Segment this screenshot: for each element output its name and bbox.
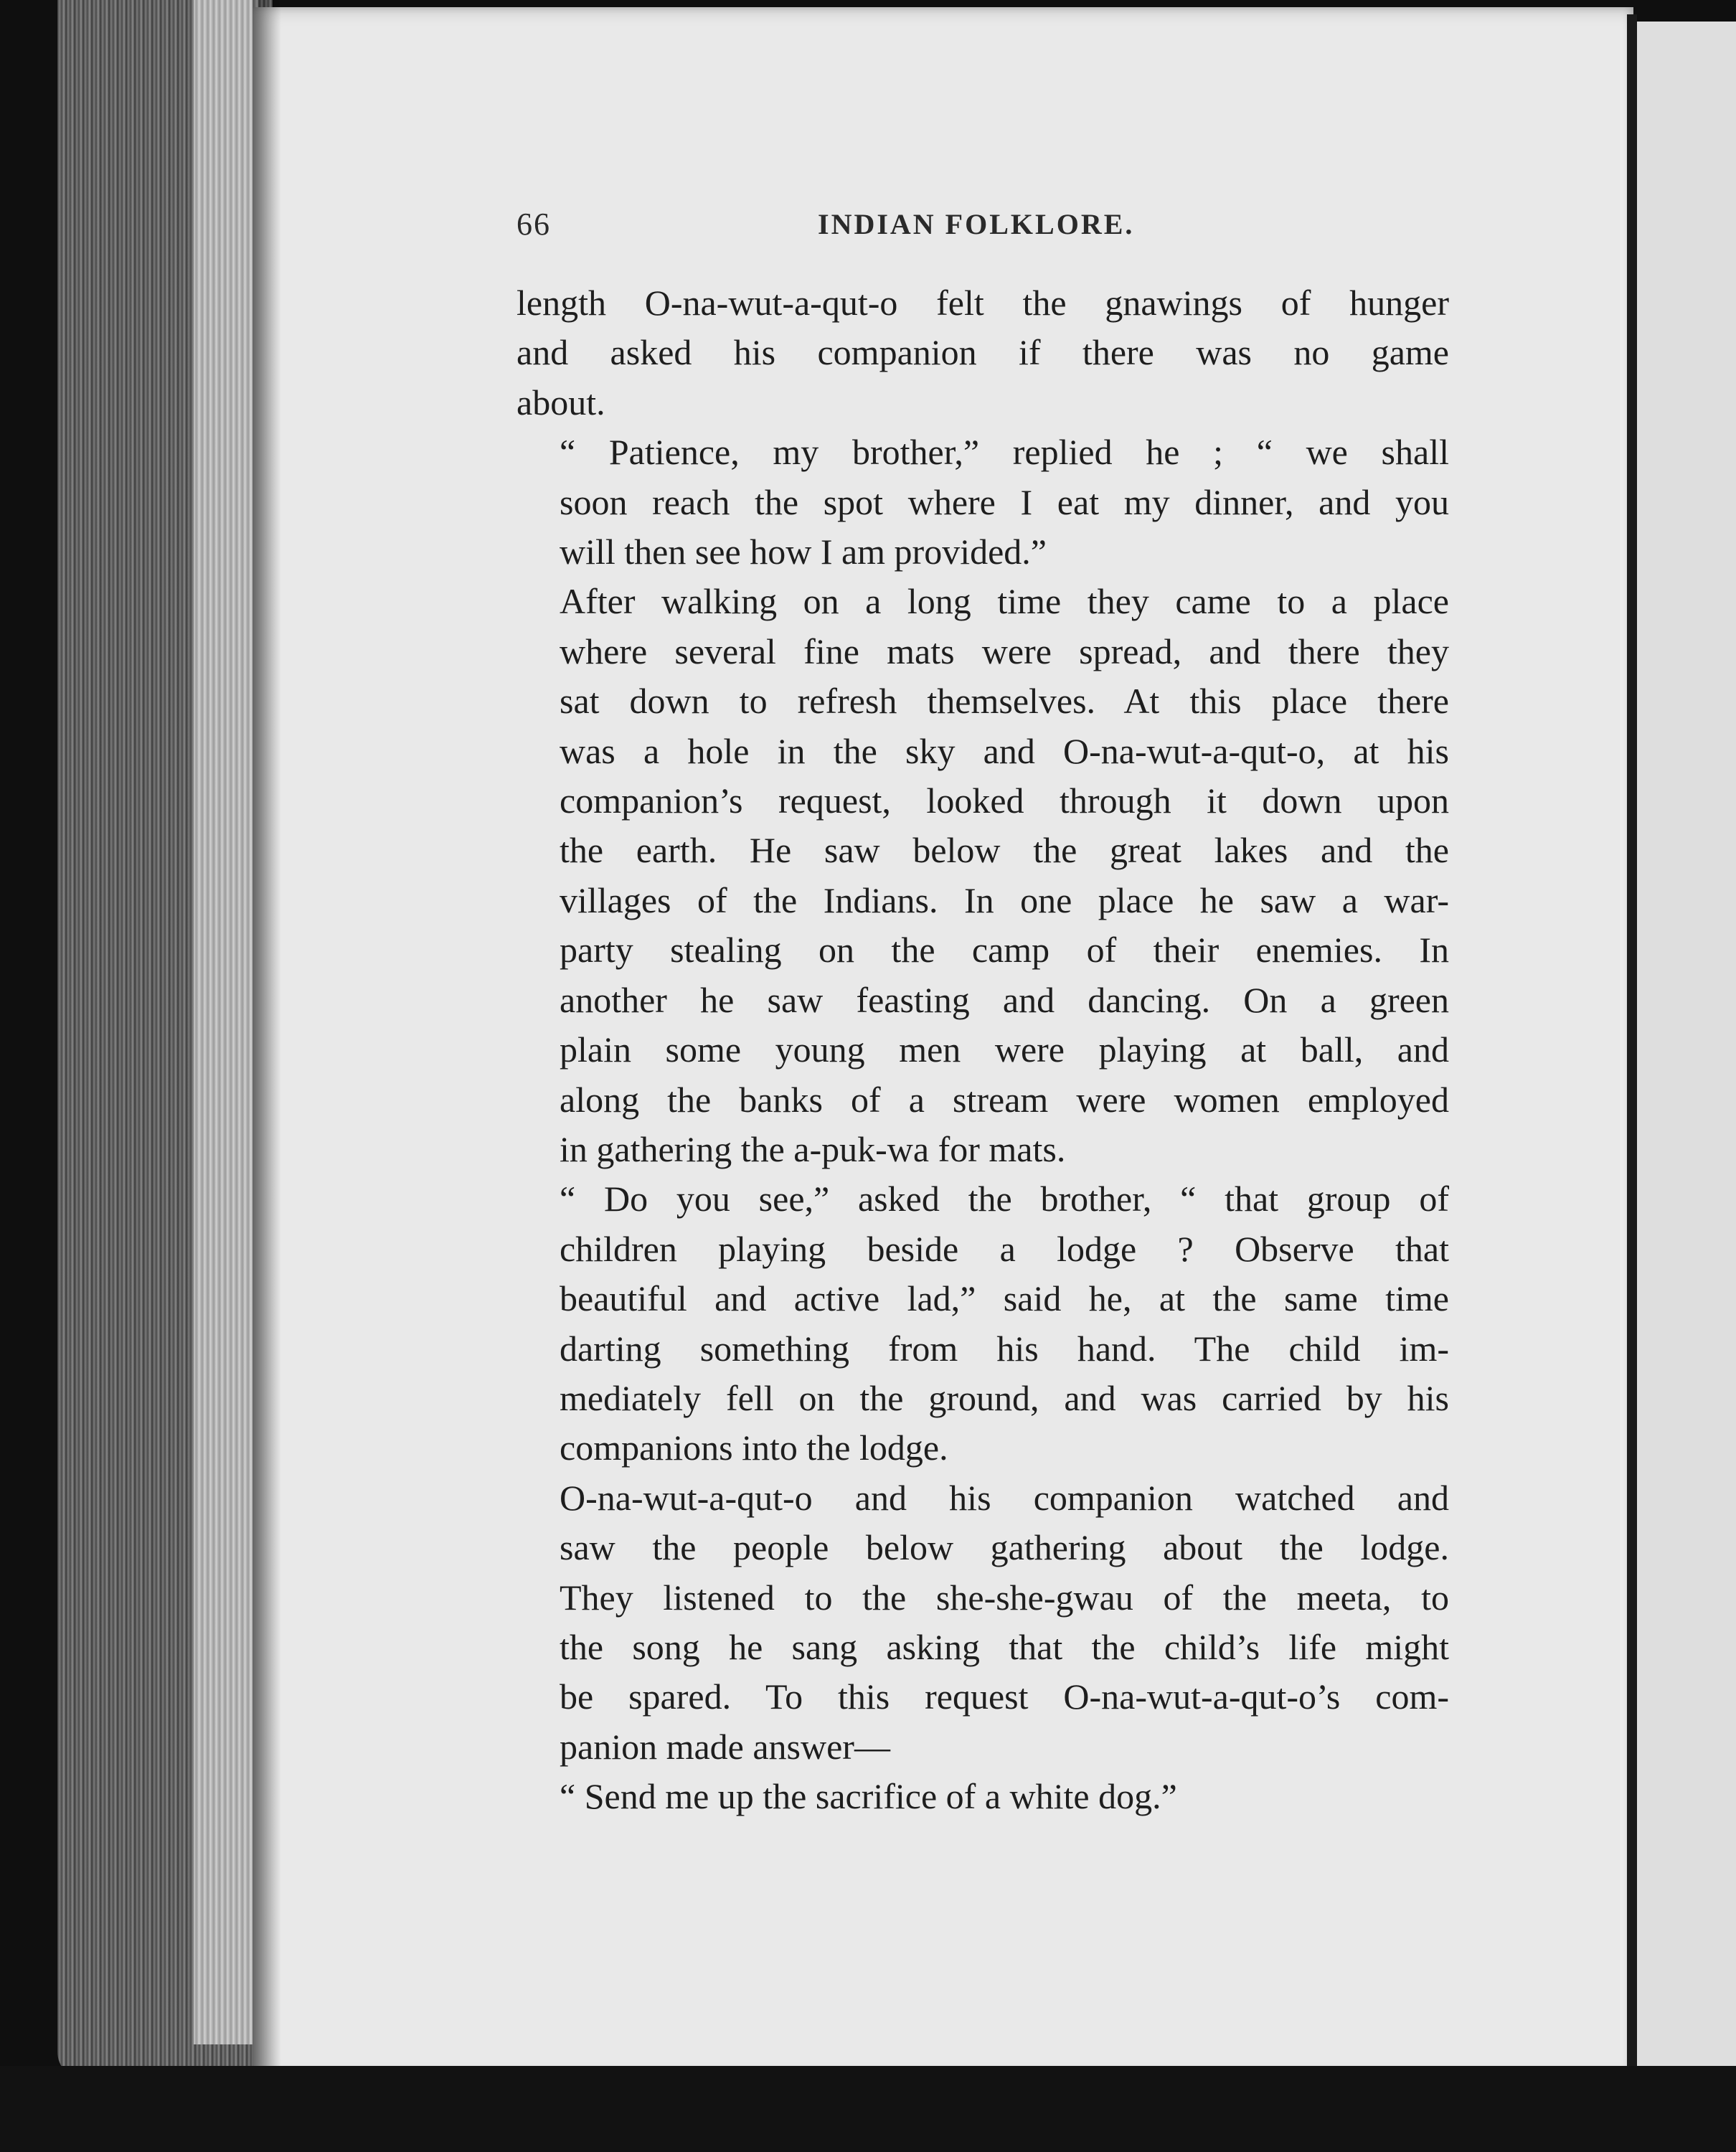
text-line: be spared. To this request O-na-wut-a-qut-o’s com- [560,1676,1449,1717]
text-line: where several fine mats were spread, and there they [560,631,1449,671]
text-line: about. [516,382,605,423]
text-line: darting something from his hand. The child im- [560,1328,1449,1369]
text-line: plain some young men were playing at ball, and [560,1029,1449,1070]
text-line: was a hole in the sky and O-na-wut-a-qut-o, at his [560,730,1449,771]
facing-page-edge [1637,22,1736,2073]
text-line: mediately fell on the ground, and was carried by his [560,1377,1449,1418]
text-line: the earth. He saw below the great lakes and the [560,830,1449,871]
gutter-shadow [253,0,281,2080]
text-line: soon reach the spot where I eat my dinner, and you [560,481,1449,522]
text-line: villages of the Indians. In one place he saw a war- [560,879,1449,920]
running-title: INDIAN FOLKLORE. [818,208,1135,240]
text-line: sat down to refresh themselves. At this place there [560,681,1449,722]
text-line: “ Do you see,” asked the brother, “ that group of [560,1179,1449,1219]
page-number: 66 [516,207,551,242]
scanner-bottom-edge [0,2066,1736,2152]
text-line: After walking on a long time they came to a place [560,581,1449,622]
paragraph [516,1772,1449,1821]
text-line: “ Send me up the sacrifice of a white dog.” [560,1776,1177,1817]
text-line: They listened to the she-she-gwau of the meeta, to [560,1577,1449,1618]
text-line: children playing beside a lodge ? Observe that [560,1228,1449,1269]
text-line: “ Patience, my brother,” replied he ; “ we shall [560,432,1449,473]
text-line: length O-na-wut-a-qut-o felt the gnawings of hunger [516,283,1449,323]
text-line: another he saw feasting and dancing. On a green [560,979,1449,1020]
text-line: in gathering the a-puk-wa for mats. [560,1128,1066,1169]
paragraph [516,1473,1449,1772]
text-line: saw the people below gathering about the lodge. [560,1527,1449,1568]
text-line: will then see how I am provided.” [560,532,1047,572]
text-line: companion’s request, looked through it down upon [560,780,1449,821]
text-line: party stealing on the camp of their enemies. In [560,930,1449,971]
text-line: O-na-wut-a-qut-o and his companion watched and [560,1477,1449,1518]
text-line: beautiful and active lad,” said he, at the same time [560,1278,1449,1319]
text-line: along the banks of a stream were women employed [560,1079,1449,1120]
running-head [516,206,1449,249]
page-right-edge [1627,14,1637,2066]
book-page-edges-inner [194,0,258,2044]
body-text [516,278,1449,1822]
text-line: companions into the lodge. [560,1427,948,1468]
paragraph [516,1174,1449,1473]
paragraph [516,278,1449,428]
text-line: panion made answer— [560,1726,890,1767]
text-line: and asked his companion if there was no game [516,332,1449,373]
paragraph [516,577,1449,1174]
paragraph [516,428,1449,577]
text-line: the song he sang asking that the child’s life might [560,1626,1449,1667]
